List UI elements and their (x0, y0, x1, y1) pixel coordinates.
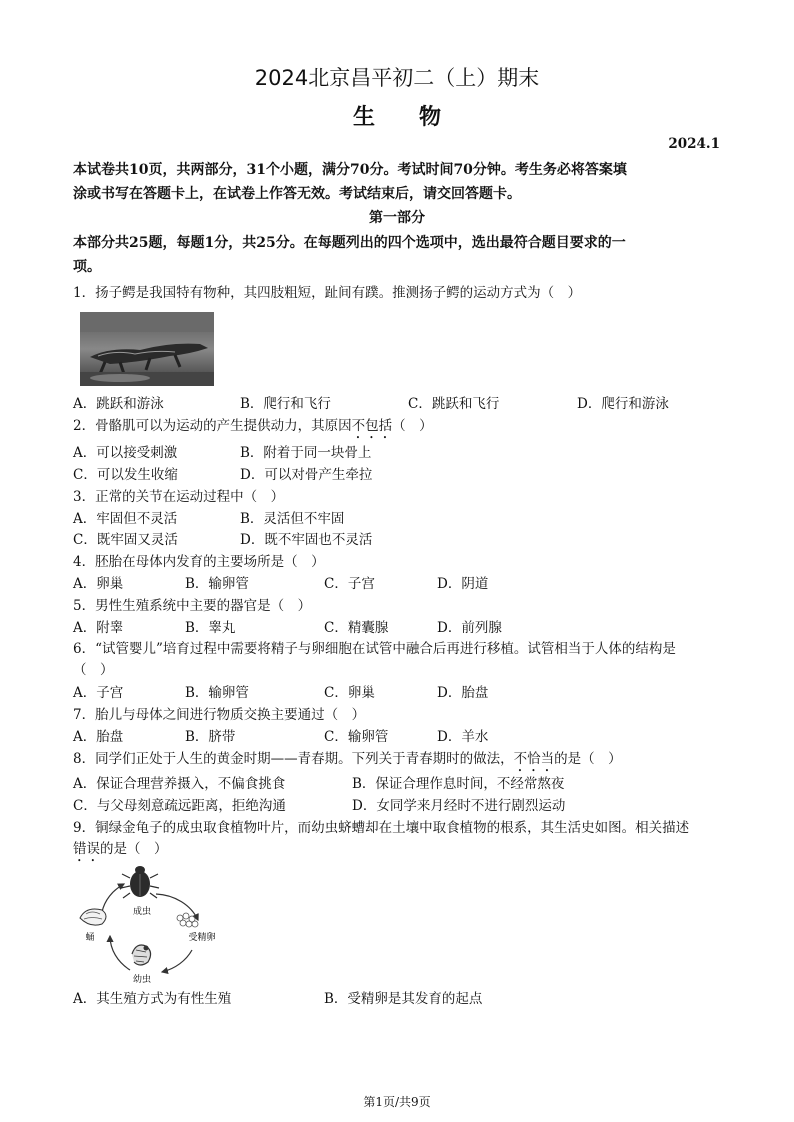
q9-option-b: B．受精卵是其发育的起点 (324, 991, 483, 1007)
q3-option-c: C．既牢固又灵活 (73, 532, 178, 548)
q4-stem: 4．胚胎在母体内发育的主要场所是（ ） (73, 554, 325, 570)
q3-option-d: D．既不牢固也不灵活 (240, 532, 373, 548)
q2-option-c: C．可以发生收缩 (73, 467, 178, 483)
part1-title: 第一部分 (369, 210, 425, 226)
q9-option-a: A．其生殖方式为有性生殖 (73, 991, 232, 1007)
part1-desc-line-1: 本部分共25题，每题1分，共25分。在每题列出的四个选项中，选出最符合题目要求的一 (73, 235, 626, 251)
q5-option-a: A．附睾 (73, 620, 124, 636)
q4-option-a: A．卵巢 (73, 576, 124, 592)
q4-option-d: D．阴道 (437, 576, 489, 592)
larva-icon (132, 945, 151, 965)
q4-option-b: B．输卵管 (185, 576, 249, 592)
q2-option-a: A．可以接受刺激 (73, 445, 178, 461)
q5-option-b: B．睾丸 (185, 620, 236, 636)
q6-stem: 6．“试管婴儿”培育过程中需要将精子与卵细胞在试管中融合后再进行移植。试管相当于人体的结构是 (73, 641, 676, 657)
q2-option-d: D．可以对骨产生牵拉 (240, 467, 373, 483)
exam-title: 2024北京昌平初二（上）期末 (254, 66, 540, 90)
q4-option-c: C．子宫 (324, 576, 375, 592)
q8-option-a: A．保证合理营养摄入，不偏食挑食 (73, 776, 286, 792)
adult-beetle-icon (121, 866, 159, 898)
q6-option-a: A．子宫 (73, 685, 124, 701)
page-number: 第1页/共9页 (363, 1095, 431, 1109)
q1-option-c: C．跳跃和飞行 (408, 396, 500, 412)
crocodile-image (80, 312, 214, 386)
q5-stem: 5．男性生殖系统中主要的器官是（ ） (73, 598, 312, 614)
q7-stem: 7．胎儿与母体之间进行物质交换主要通过（ ） (73, 707, 366, 723)
label-pupa: 蛹 (85, 933, 95, 943)
q7-option-d: D．羊水 (437, 729, 489, 745)
q8-option-d: D．女同学来月经时不进行剧烈运动 (352, 798, 566, 814)
q9-stem-cont: 错误的是（ ） (73, 841, 168, 857)
q8-option-b: B．保证合理作息时间，不经常熬夜 (352, 776, 565, 792)
q9-stem: 9．铜绿金龟子的成虫取食植物叶片，而幼虫蛴螬却在土壤中取食植物的根系，其生活史如图。相关描述 (73, 820, 690, 836)
label-egg: 受精卵 (188, 933, 216, 943)
q1-option-d: D．爬行和游泳 (577, 396, 669, 412)
q6-option-b: B．输卵管 (185, 685, 249, 701)
q1-stem: 1．扬子鳄是我国特有物种，其四肢粗短，趾间有蹼。推测扬子鳄的运动方式为（ ） (73, 285, 582, 301)
q1-option-b: B．爬行和飞行 (240, 396, 331, 412)
exam-date: 2024.1 (668, 136, 720, 152)
label-adult: 成虫 (132, 907, 152, 917)
instructions-line-1: 本试卷共10页，共两部分，31个小题，满分70分。考试时间70分钟。考生务必将答案填 (73, 162, 627, 178)
q5-option-c: C．精囊腺 (324, 620, 389, 636)
part1-desc-line-2: 项。 (73, 259, 101, 275)
q2-stem: 2．骨骼肌可以为运动的产生提供动力，其原因不包括（ ） (73, 418, 433, 434)
label-larva: 幼虫 (132, 975, 152, 985)
q7-option-b: B．脐带 (185, 729, 236, 745)
beetle-life-cycle-diagram (74, 862, 234, 986)
q7-option-a: A．胎盘 (73, 729, 124, 745)
q6-stem-cont: （ ） (73, 662, 114, 678)
q3-option-a: A．牢固但不灵活 (73, 511, 178, 527)
q3-stem: 3．正常的关节在运动过程中（ ） (73, 489, 285, 505)
q6-option-c: C．卵巢 (324, 685, 375, 701)
q1-option-a: A．跳跃和游泳 (73, 396, 164, 412)
q8-option-c: C．与父母刻意疏远距离，拒绝沟通 (73, 798, 286, 814)
q8-stem: 8．同学们正处于人生的黄金时期——青春期。下列关于青春期时的做法，不恰当的是（ ） (73, 751, 622, 767)
q5-option-d: D．前列腺 (437, 620, 502, 636)
q7-option-c: C．输卵管 (324, 729, 389, 745)
instructions-line-2: 涂或书写在答题卡上，在试卷上作答无效。考试结束后，请交回答题卡。 (73, 186, 521, 202)
pupa-icon (80, 909, 106, 925)
subject-title: 生 物 (352, 105, 441, 130)
q3-option-b: B．灵活但不牢固 (240, 511, 345, 527)
q6-option-d: D．胎盘 (437, 685, 489, 701)
q2-option-b: B．附着于同一块骨上 (240, 445, 372, 461)
